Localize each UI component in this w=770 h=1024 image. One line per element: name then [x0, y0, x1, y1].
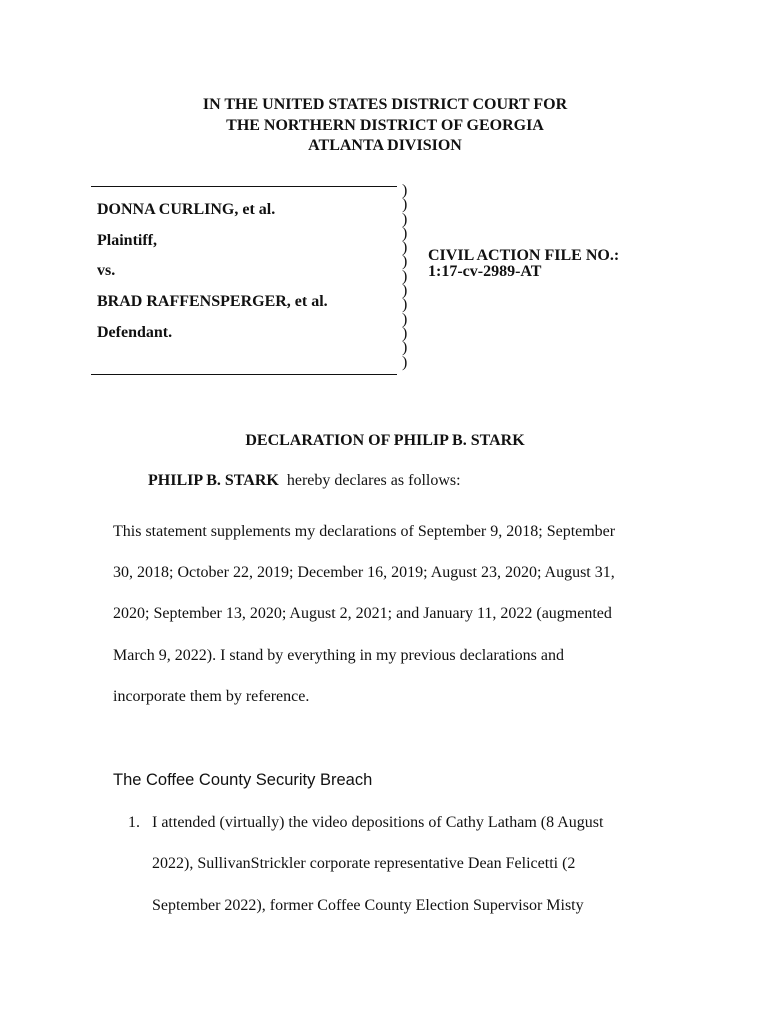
- caption-paren: ): [402, 239, 408, 257]
- caption-paren: ): [402, 296, 408, 314]
- court-heading-line-2: THE NORTHERN DISTRICT OF GEORGIA: [226, 116, 544, 134]
- declarant-name: PHILIP B. STARK: [148, 472, 279, 489]
- list-item-line: I attended (virtually) the video depositions of Cathy Latham (8 August: [152, 814, 604, 831]
- declaration-intro: [148, 471, 461, 491]
- caption-paren: ): [402, 339, 408, 357]
- caption-paren: ): [402, 253, 408, 271]
- court-heading: [0, 95, 770, 157]
- caption-bottom-rule: [91, 374, 397, 375]
- caption-paren: ): [402, 196, 408, 214]
- caption-paren: ): [402, 224, 408, 242]
- court-heading-line-3: ATLANTA DIVISION: [308, 137, 462, 154]
- caption-paren: ): [402, 310, 408, 328]
- civil-action-label: CIVIL ACTION FILE NO.:: [428, 247, 620, 264]
- caption-paren: ): [402, 282, 408, 300]
- caption-top-rule: [91, 186, 397, 187]
- civil-action-block: [428, 248, 619, 280]
- defendant-name: BRAD RAFFENSPERGER, et al.: [97, 293, 328, 310]
- paragraph-line: incorporate them by reference.: [113, 688, 310, 705]
- caption-paren: ): [402, 353, 408, 371]
- declaration-intro-text: hereby declares as follows:: [286, 472, 461, 489]
- caption-paren: ): [402, 324, 408, 342]
- list-item-line: 2022), SullivanStrickler corporate representative Dean Felicetti (2: [152, 855, 576, 872]
- caption-paren-column: [402, 184, 414, 370]
- paragraph-line: This statement supplements my declarations of September 9, 2018; September: [113, 523, 616, 540]
- paragraph-line: 2020; September 13, 2020; August 2, 2021; and January 11, 2022 (augmented: [113, 605, 612, 622]
- section-heading: The Coffee County Security Breach: [113, 771, 373, 789]
- paragraph-line: March 9, 2022). I stand by everything in my previous declarations and: [113, 647, 564, 664]
- plaintiff-name: DONNA CURLING, et al.: [97, 201, 276, 218]
- court-heading-line-1: IN THE UNITED STATES DISTRICT COURT FOR: [202, 96, 568, 113]
- list-item-number: 1.: [128, 814, 140, 831]
- versus-label: vs.: [97, 262, 116, 279]
- caption-paren: ): [402, 267, 408, 285]
- defendant-role: Defendant.: [97, 324, 173, 341]
- declaration-title: DECLARATION OF PHILIP B. STARK: [245, 432, 525, 449]
- list-item-line: September 2022), former Coffee County Election Supervisor Misty: [152, 897, 584, 914]
- case-number: 1:17-cv-2989-AT: [428, 263, 542, 280]
- plaintiff-role: Plaintiff,: [97, 232, 157, 249]
- caption-paren: ): [402, 210, 408, 228]
- caption-paren: ): [402, 182, 408, 199]
- paragraph-line: 30, 2018; October 22, 2019; December 16, 2019; August 23, 2020; August 31,: [113, 564, 615, 581]
